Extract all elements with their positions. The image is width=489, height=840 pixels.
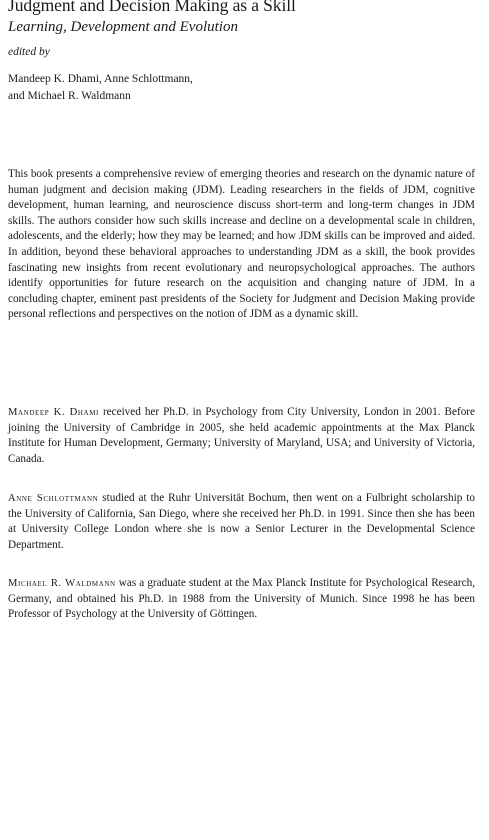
book-title: Judgment and Decision Making as a Skill	[8, 0, 296, 15]
book-description: This book presents a comprehensive review of emerging theories and research on the dynamic nature of human judgment and decision making (JDM). Leading researchers in the fields of JDM, cognitive development, human learning, and neuroscience discuss short-term and long-term changes in JDM skills. The authors consider how such skills increase and decline on a developmental scale in children, adolescents, and the elderly; how they may be learned; and how JDM skills can be improved and aided. In addition, beyond these behavioral approaches to understanding JDM as a skill, the book provides fascinating new insights from recent evolutionary and neuropsychological approaches. The authors identify opportunities for future research on the acquisition and changing nature of JDM. In a concluding chapter, eminent past presidents of the Society for Judgment and Decision Making provide personal reflections and perspectives on the notion of JDM as a dynamic skill.	[8, 168, 475, 321]
book-subtitle: Learning, Development and Evolution	[8, 19, 238, 35]
bio-schlottmann	[8, 491, 475, 553]
bio-text: received her Ph.D. in Psychology from City University, London in 2001. Before joining the University of Cambridge in 2005, she held academic appointments at the Max Planck Institute for Human Development, Germany; University of Maryland, USA; and University of Victoria, Canada.	[8, 406, 475, 465]
edited-by-label: edited by	[8, 46, 50, 58]
bio-waldmann	[8, 576, 475, 623]
bio-text: studied at the Ruhr Universität Bochum, then went on a Fulbright scholarship to the University of California, San Diego, where she received her Ph.D. in 1991. Since then she has been at University College London where she is now a Senior Lecturer in the Developmental Science Department.	[8, 492, 475, 551]
editors-list	[8, 71, 193, 105]
bio-name: Anne Schlottmann	[8, 493, 99, 504]
editors-line-2: and Michael R. Waldmann	[8, 90, 131, 102]
bio-dhami	[8, 405, 475, 467]
bio-text: was a graduate student at the Max Planck Institute for Psychological Research, Germany, and obtained his Ph.D. in 1988 from the University of Munich. Since 1998 he has been Professor of Psychology at the University of Göttingen.	[8, 577, 475, 621]
editors-line-1: Mandeep K. Dhami, Anne Schlottmann,	[8, 73, 193, 85]
bio-name: Michael R. Waldmann	[8, 578, 116, 589]
bio-name: Mandeep K. Dhami	[8, 407, 99, 418]
